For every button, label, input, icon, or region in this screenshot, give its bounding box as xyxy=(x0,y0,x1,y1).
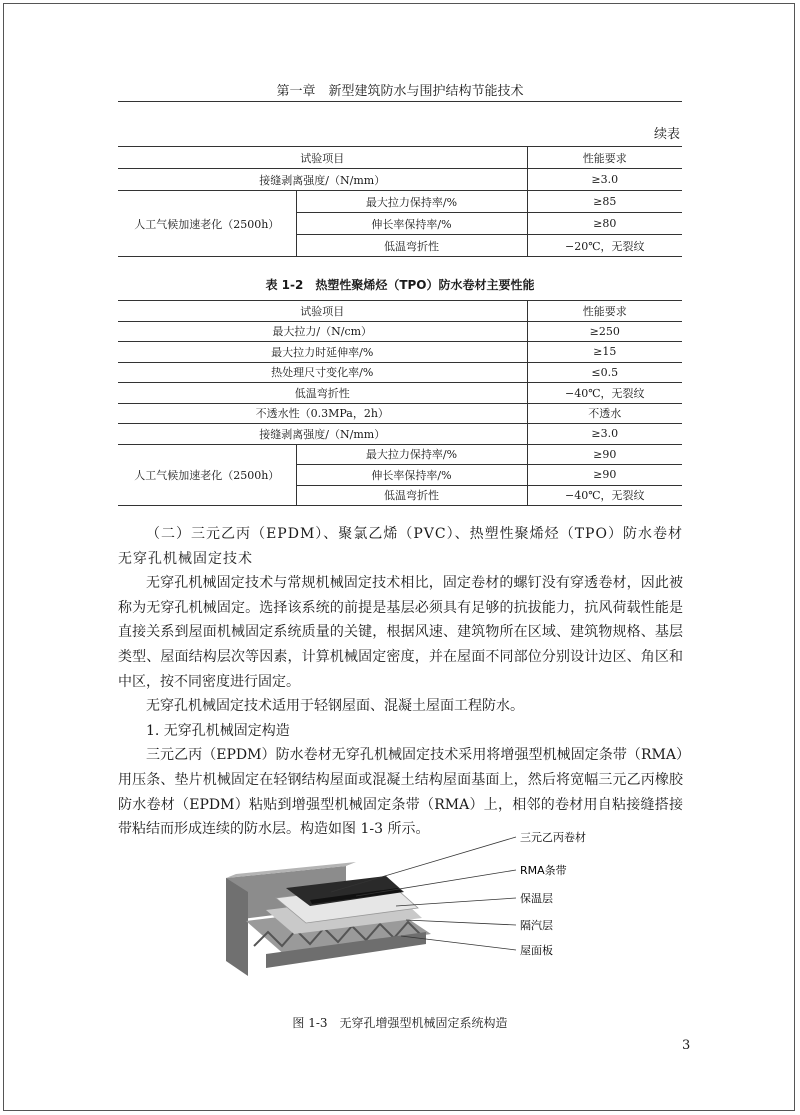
table-group-aging: 人工气候加速老化（2500h） xyxy=(118,444,296,506)
table-header-item: 试验项目 xyxy=(118,301,527,322)
table-cell-item: 不透水性（0.3MPa，2h） xyxy=(118,403,527,424)
table-row xyxy=(118,169,682,191)
table-cell-item: 伸长率保持率/% xyxy=(296,465,527,486)
table-cell-item: 低温弯折性 xyxy=(118,383,527,404)
table-row xyxy=(118,424,682,445)
table-cell-item: 伸长率保持率/% xyxy=(296,213,527,235)
paragraph: 无穿孔机械固定技术与常规机械固定技术相比，固定卷材的螺钉没有穿透卷材，因此被称为无穿孔机械固定。选择该系统的前提是基层必须具有足够的抗拔能力，抗风荷载性能是直接关系到屋面机械固定系统质量的关键，根据风速、建筑物所在区域、建筑物规格、基层类型、屋面结构层次等因素，计算机械固定密度，并在屋面不同部位分别设计边区、角区和中区，按不同密度进行固定。 xyxy=(118,575,683,690)
running-title: 第一章 新型建筑防水与围护结构节能技术 xyxy=(276,84,524,99)
figure-label: RMA条带 xyxy=(520,864,567,877)
table-cell-item: 最大拉力保持率/% xyxy=(296,444,527,465)
numbered-heading: 1. 无穿孔机械固定构造 xyxy=(146,722,290,739)
table-continued xyxy=(118,146,682,257)
table-group-aging: 人工气候加速老化（2500h） xyxy=(118,191,296,257)
table-row xyxy=(118,403,682,424)
table-cell-item: 接缝剥离强度/（N/mm） xyxy=(118,169,527,191)
figure-label: 隔汽层 xyxy=(520,919,553,932)
table-cell-value: ≥3.0 xyxy=(527,169,682,191)
figure-caption: 图 1-3 无穿孔增强型机械固定系统构造 xyxy=(292,1016,508,1030)
table-row xyxy=(118,444,682,465)
table-cell-value: −40℃，无裂纹 xyxy=(527,485,682,506)
table-cell-value: −40℃，无裂纹 xyxy=(527,383,682,404)
table-header-requirement: 性能要求 xyxy=(527,301,682,322)
continued-label: 续表 xyxy=(653,127,680,142)
section-subheading: （二）三元乙丙（EPDM）、聚氯乙烯（PVC）、热塑性聚烯烃（TPO）防水卷材无穿孔机械固定技术 xyxy=(118,526,683,567)
table-cell-item: 低温弯折性 xyxy=(296,485,527,506)
table-cell-item: 低温弯折性 xyxy=(296,235,527,257)
table-row xyxy=(118,342,682,363)
table-cell-value: ≥3.0 xyxy=(527,424,682,445)
table-cell-value: ≥85 xyxy=(527,191,682,213)
table-cell-value: ≥15 xyxy=(527,342,682,363)
table-cell-value: ≥80 xyxy=(527,213,682,235)
header-rule xyxy=(118,101,682,102)
table-cell-value: ≥90 xyxy=(527,444,682,465)
table-cell-item: 最大拉力保持率/% xyxy=(296,191,527,213)
table-cell-item: 最大拉力时延伸率/% xyxy=(118,342,527,363)
page-number: 3 xyxy=(682,1038,691,1053)
table-cell-value: ≤0.5 xyxy=(527,362,682,383)
figure-label: 三元乙丙卷材 xyxy=(520,831,586,844)
table-row xyxy=(118,191,682,213)
paragraph: 三元乙丙（EPDM）防水卷材无穿孔机械固定技术采用将增强型机械固定条带（RMA）用压条、垫片机械固定在轻钢结构屋面或混凝土结构屋面基面上，然后将宽幅三元乙丙橡胶防水卷材（EPDM）粘贴到增强型机械固定条带（RMA）上，相邻的卷材用自粘接缝搭接带粘结而形成连续的防水层。构造如图 1-3 所示。 xyxy=(118,747,683,838)
parapet-wall-side xyxy=(226,878,248,976)
table-row xyxy=(118,383,682,404)
figure-label: 保温层 xyxy=(520,892,553,905)
paragraph: 无穿孔机械固定技术适用于轻钢屋面、混凝土屋面工程防水。 xyxy=(146,698,524,715)
leader-line xyxy=(396,898,516,906)
table-row xyxy=(118,362,682,383)
table-cell-value: ≥250 xyxy=(527,321,682,342)
table-cell-value: ≥90 xyxy=(527,465,682,486)
table-cell-value: 不透水 xyxy=(527,403,682,424)
table-cell-item: 最大拉力/（N/cm） xyxy=(118,321,527,342)
table-cell-item: 接缝剥离强度/（N/mm） xyxy=(118,424,527,445)
body-text xyxy=(118,522,683,842)
table-header-item: 试验项目 xyxy=(118,147,527,169)
table-tpo xyxy=(118,300,682,506)
leader-line xyxy=(331,837,516,892)
table-cell-value: −20℃，无裂纹 xyxy=(527,235,682,257)
table-cell-item: 热处理尺寸变化率/% xyxy=(118,362,527,383)
roof-system-figure xyxy=(226,826,596,976)
leader-line xyxy=(406,920,516,925)
figure-label: 屋面板 xyxy=(520,944,553,957)
table-caption: 表 1-2 热塑性聚烯烃（TPO）防水卷材主要性能 xyxy=(265,278,535,292)
table-row xyxy=(118,321,682,342)
table-header-requirement: 性能要求 xyxy=(527,147,682,169)
